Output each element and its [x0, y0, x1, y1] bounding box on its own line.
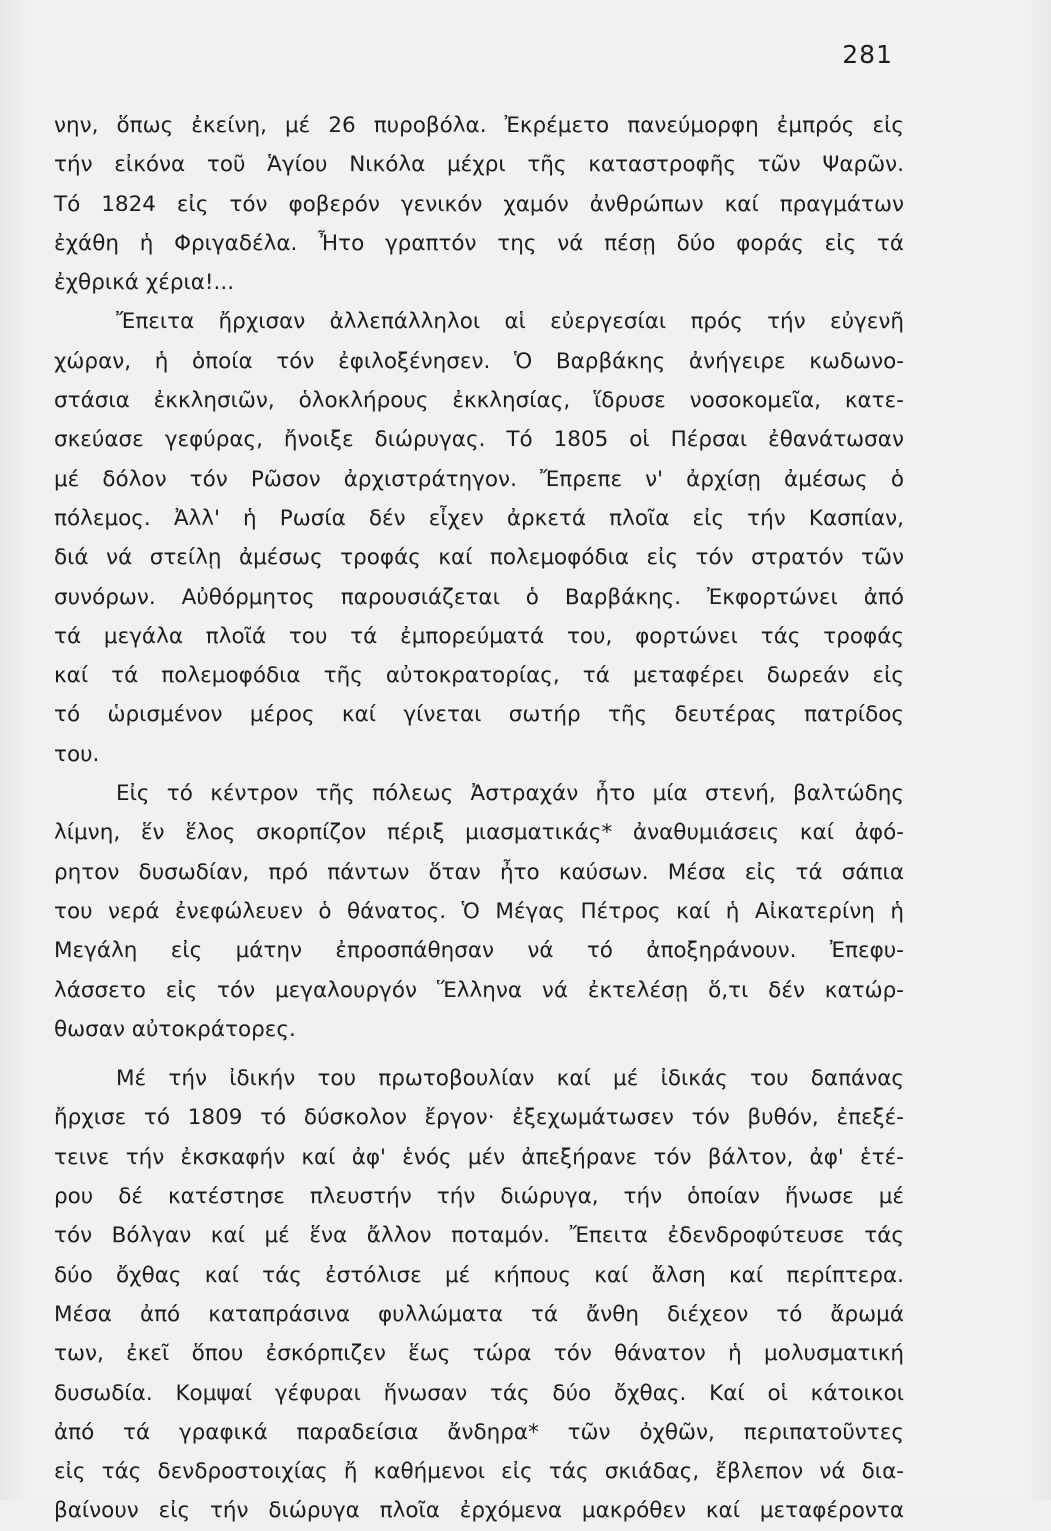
text-line: Εἰς τό κέντρον τῆς πόλεως Ἀστραχάν ἦτο μία στενή, βαλτώδης: [116, 781, 904, 807]
text-line: τόν Βόλγαν καί μέ ἕνα ἄλλον ποταμόν. Ἔπειτα ἐδενδροφύτευσε τάς: [54, 1223, 904, 1249]
text-line: λίμνη, ἕν ἕλος σκορπίζον πέριξ μιασματικάς* ἀναθυμιάσεις καί ἀφό-: [54, 820, 904, 846]
paragraph: [54, 302, 904, 774]
text-line: τά μεγάλα πλοῖά του τά ἐμπορεύματά του, φορτώνει τάς τροφάς: [54, 623, 904, 649]
text-line: βαίνουν εἰς τήν διώρυγα πλοῖα ἐρχόμενα μακρόθεν καί μεταφέροντα: [54, 1498, 904, 1524]
text-line: θωσαν αὐτοκράτορες.: [54, 1016, 296, 1042]
paragraph: [54, 1059, 904, 1531]
text-line: δυσωδία. Κομψαί γέφυραι ἥνωσαν τάς δύο ὄχθας. Καί οἱ κάτοικοι: [54, 1380, 904, 1406]
text-line: πόλεμος. Ἀλλ' ἡ Ρωσία δέν εἶχεν ἀρκετά πλοῖα εἰς τήν Κασπίαν,: [54, 505, 904, 531]
text-line: Μέσα ἀπό καταπράσινα φυλλώματα τά ἄνθη διέχεον τό ἄρωμά: [54, 1301, 904, 1327]
text-line: καί τά πολεμοφόδια τῆς αὐτοκρατορίας, τά μεταφέρει δωρεάν εἰς: [54, 663, 904, 689]
text-line: Μεγάλη εἰς μάτην ἐπροσπάθησαν νά τό ἀποξηράνουν. Ἐπεφυ-: [54, 938, 904, 964]
text-line: σκεύασε γεφύρας, ἤνοιξε διώρυγας. Τό 1805 οἱ Πέρσαι ἐθανάτωσαν: [54, 427, 904, 453]
text-line: τεινε τήν ἐκσκαφήν καί ἀφ' ἑνός μέν ἀπεξήρανε τόν βάλτον, ἀφ' ἑτέ-: [54, 1144, 904, 1170]
text-line: διά νά στείλῃ ἀμέσως τροφάς καί πολεμοφόδια εἰς τόν στρατόν τῶν: [54, 545, 904, 571]
page-number: 281: [842, 40, 893, 69]
text-line: συνόρων. Αὐθόρμητος παρουσιάζεται ὁ Βαρβάκης. Ἐκφορτώνει ἀπό: [54, 584, 904, 610]
text-line: Μέ τήν ἰδικήν του πρωτοβουλίαν καί μέ ἰδικάς του δαπάνας: [116, 1066, 904, 1092]
text-line: του.: [54, 741, 100, 767]
paragraph-gap: [54, 1049, 904, 1059]
text-line: Ἔπειτα ἤρχισαν ἀλλεπάλληλοι αἱ εὐεργεσίαι πρός τήν εὐγενῆ: [116, 309, 904, 335]
text-line: μέ δόλον τόν Ρῶσον ἀρχιστράτηγον. Ἔπρεπε ν' ἀρχίσῃ ἀμέσως ὁ: [54, 466, 904, 492]
text-line: δύο ὄχθας καί τάς ἐστόλισε μέ κήπους καί ἄλση καί περίπτερα.: [54, 1262, 904, 1288]
text-line: χώραν, ἡ ὁποία τόν ἐφιλοξένησεν. Ὁ Βαρβάκης ἀνήγειρε κωδωνο-: [54, 348, 904, 374]
paragraph: [54, 106, 904, 302]
body-text: [54, 106, 904, 1531]
text-line: τό ὡρισμένον μέρος καί γίνεται σωτήρ τῆς δευτέρας πατρίδος: [54, 702, 904, 728]
text-line: λάσσετο εἰς τόν μεγαλουργόν Ἕλληνα νά ἐκτελέσῃ ὅ,τι δέν κατώρ-: [54, 977, 904, 1003]
text-line: ἐχάθη ἡ Φριγαδέλα. Ἦτο γραπτόν της νά πέσῃ δύο φοράς εἰς τά: [54, 230, 904, 256]
text-line: νην, ὅπως ἐκείνη, μέ 26 πυροβόλα. Ἐκρέμετο πανεύμορφη ἐμπρός εἰς: [54, 113, 904, 138]
text-line: εἰς τάς δενδροστοιχίας ἤ καθήμενοι εἰς τάς σκιάδας, ἔβλεπον νά δια-: [54, 1459, 904, 1485]
text-line: τήν εἰκόνα τοῦ Ἁγίου Νικόλα μέχρι τῆς καταστροφῆς τῶν Ψαρῶν.: [54, 152, 904, 178]
text-line: ἀπό τά γραφικά παραδείσια ἄνδηρα* τῶν ὀχθῶν, περιπατοῦντες: [54, 1419, 904, 1445]
text-line: ἤρχισε τό 1809 τό δύσκολον ἔργον· ἐξεχωμάτωσεν τόν βυθόν, ἐπεξέ-: [54, 1105, 904, 1131]
text-line: Τό 1824 εἰς τόν φοβερόν γενικόν χαμόν ἀνθρώπων καί πραγμάτων: [54, 191, 904, 217]
text-line: του νερά ἐνεφώλευεν ὁ θάνατος. Ὁ Μέγας Πέτρος καί ἡ Αἰκατερίνη ἡ: [54, 898, 904, 924]
paragraph: [54, 774, 904, 1049]
text-line: των, ἐκεῖ ὅπου ἐσκόρπιζεν ἕως τώρα τόν θάνατον ἡ μολυσματική: [54, 1341, 904, 1367]
text-line: ἐχθρικά χέρια!...: [54, 270, 235, 296]
text-line: στάσια ἐκκλησιῶν, ὁλοκλήρους ἐκκλησίας, ἵδρυσε νοσοκομεῖα, κατε-: [54, 388, 904, 414]
text-line: ρητον δυσωδίαν, πρό πάντων ὅταν ἦτο καύσων. Μέσα εἰς τά σάπια: [54, 859, 904, 885]
text-line: ρου δέ κατέστησε πλευστήν τήν διώρυγα, τήν ὁποίαν ἥνωσε μέ: [54, 1184, 904, 1210]
